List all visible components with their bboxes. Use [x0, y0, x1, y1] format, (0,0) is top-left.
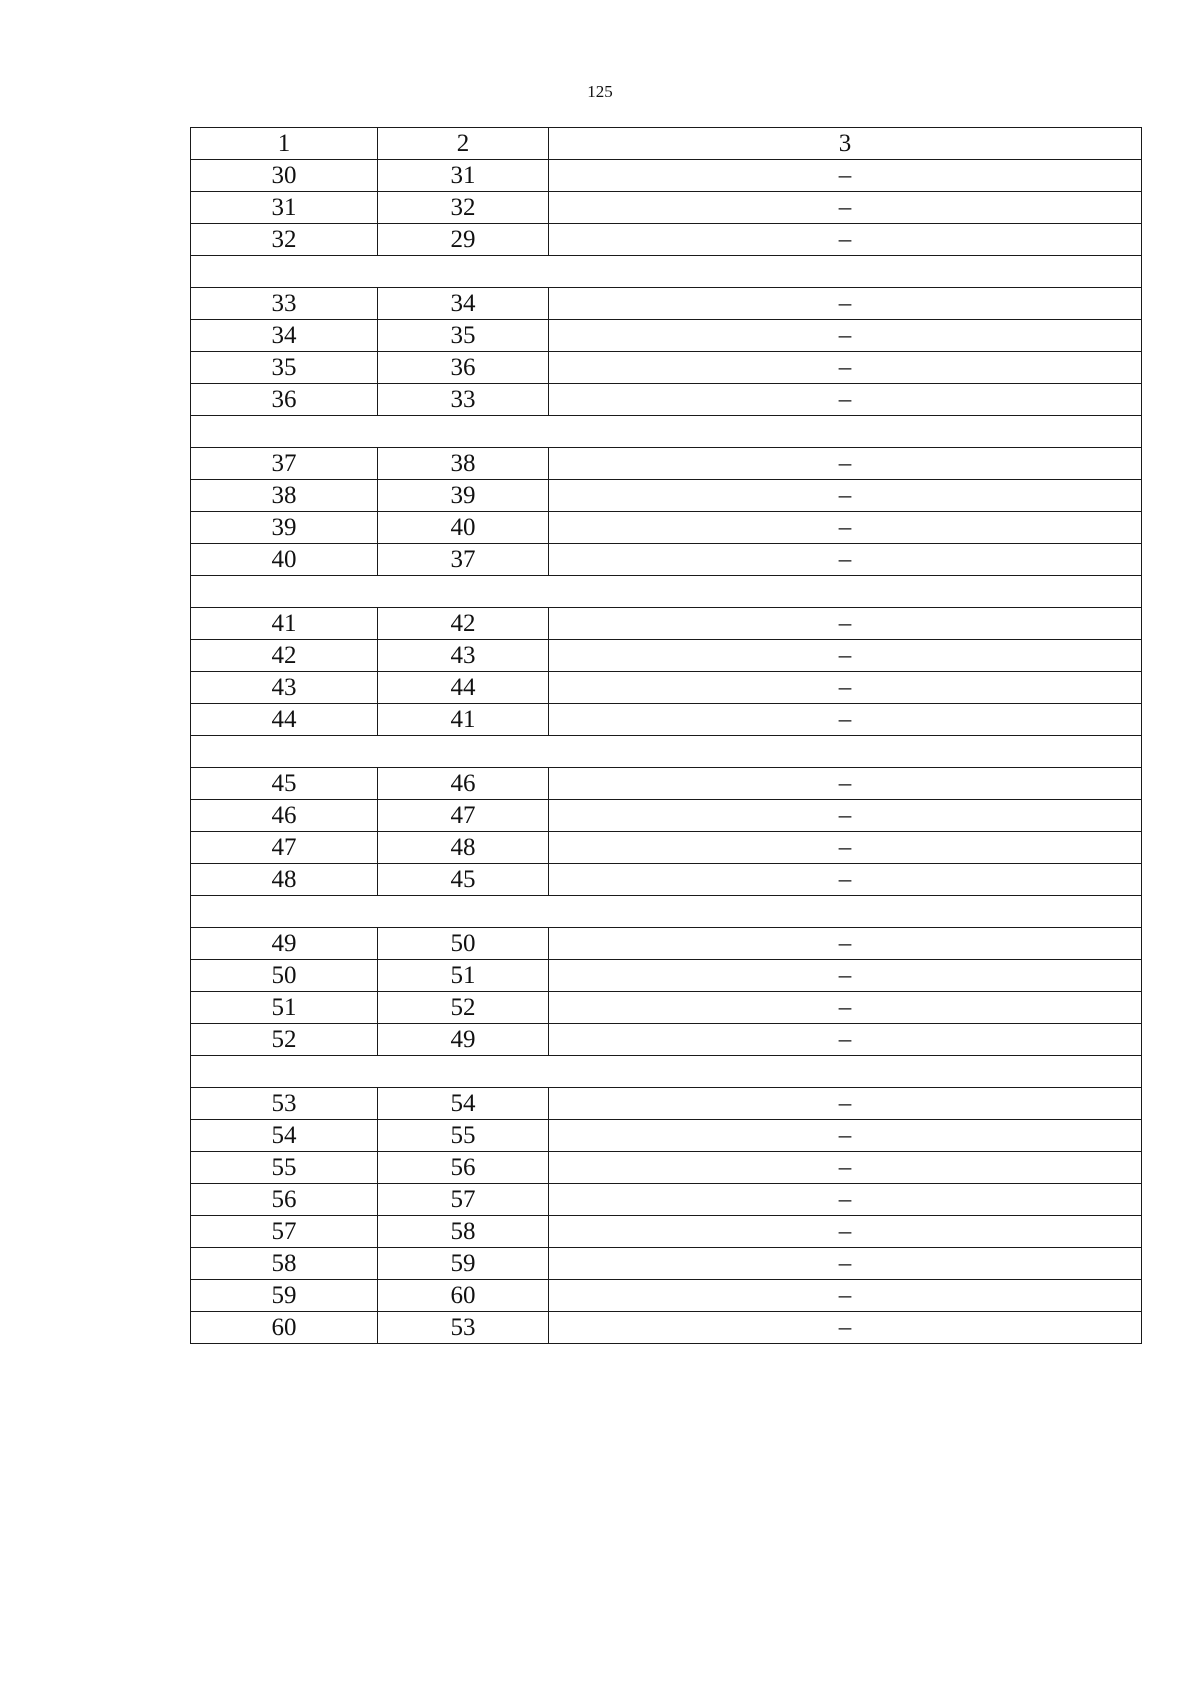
table-cell-col3: – — [549, 768, 1142, 800]
table-cell-col3: – — [549, 1088, 1142, 1120]
table-row — [191, 640, 1142, 672]
table-row — [191, 352, 1142, 384]
table-cell-col3: – — [549, 1216, 1142, 1248]
table-cell-col3: – — [549, 992, 1142, 1024]
table-cell-col1: 32 — [191, 224, 378, 256]
table-cell-col2: 55 — [378, 1120, 549, 1152]
table-cell-col2: 42 — [378, 608, 549, 640]
table-cell-col3: – — [549, 320, 1142, 352]
table-cell-col2: 56 — [378, 1152, 549, 1184]
table-row — [191, 160, 1142, 192]
table-cell-col3: – — [549, 448, 1142, 480]
table-cell-col2: 52 — [378, 992, 549, 1024]
table-cell-col3: – — [549, 160, 1142, 192]
table-cell-col3: – — [549, 1280, 1142, 1312]
group-separator-row — [191, 1056, 1142, 1088]
table-cell-col2: 53 — [378, 1312, 549, 1344]
table-cell-col3: – — [549, 608, 1142, 640]
table-cell-col1: 60 — [191, 1312, 378, 1344]
table-row — [191, 864, 1142, 896]
table-cell-col2: 46 — [378, 768, 549, 800]
table-cell-col1: 44 — [191, 704, 378, 736]
table-cell-col3: – — [549, 1184, 1142, 1216]
table-cell-col1: 55 — [191, 1152, 378, 1184]
table-cell-col1: 34 — [191, 320, 378, 352]
table-cell-col2: 43 — [378, 640, 549, 672]
table-cell-col1: 41 — [191, 608, 378, 640]
table-cell-col2: 51 — [378, 960, 549, 992]
group-separator-cell — [191, 896, 1142, 928]
table-cell-col1: 59 — [191, 1280, 378, 1312]
data-table — [190, 127, 1142, 1344]
table-cell-col1: 37 — [191, 448, 378, 480]
table-cell-col1: 36 — [191, 384, 378, 416]
table-cell-col2: 33 — [378, 384, 549, 416]
table-row — [191, 1088, 1142, 1120]
table-cell-col2: 50 — [378, 928, 549, 960]
table-cell-col1: 48 — [191, 864, 378, 896]
table-cell-col2: 36 — [378, 352, 549, 384]
table-cell-col2: 32 — [378, 192, 549, 224]
table-cell-col2: 39 — [378, 480, 549, 512]
table-row — [191, 832, 1142, 864]
table-cell-col1: 58 — [191, 1248, 378, 1280]
table-cell-col3: – — [549, 480, 1142, 512]
table-row — [191, 1184, 1142, 1216]
table-cell-col3: – — [549, 960, 1142, 992]
header-cell-col3: 3 — [549, 128, 1142, 160]
table-cell-col1: 45 — [191, 768, 378, 800]
table-cell-col2: 45 — [378, 864, 549, 896]
table-cell-col2: 31 — [378, 160, 549, 192]
table-cell-col1: 42 — [191, 640, 378, 672]
table-cell-col1: 51 — [191, 992, 378, 1024]
table-cell-col1: 38 — [191, 480, 378, 512]
page-number: 125 — [587, 82, 613, 101]
table-row — [191, 1248, 1142, 1280]
table-cell-col1: 54 — [191, 1120, 378, 1152]
table-cell-col3: – — [549, 384, 1142, 416]
table-row — [191, 480, 1142, 512]
table-cell-col1: 33 — [191, 288, 378, 320]
group-separator-cell — [191, 416, 1142, 448]
table-row — [191, 1312, 1142, 1344]
table-cell-col1: 35 — [191, 352, 378, 384]
table-cell-col1: 56 — [191, 1184, 378, 1216]
table-row — [191, 384, 1142, 416]
table-row — [191, 448, 1142, 480]
table-cell-col2: 49 — [378, 1024, 549, 1056]
table-cell-col3: – — [549, 864, 1142, 896]
table-cell-col3: – — [549, 832, 1142, 864]
table-cell-col1: 46 — [191, 800, 378, 832]
table-cell-col2: 58 — [378, 1216, 549, 1248]
table-cell-col1: 47 — [191, 832, 378, 864]
table-cell-col2: 48 — [378, 832, 549, 864]
table-row — [191, 960, 1142, 992]
table-cell-col2: 29 — [378, 224, 549, 256]
table-cell-col3: – — [549, 352, 1142, 384]
table-cell-col2: 60 — [378, 1280, 549, 1312]
table-cell-col3: – — [549, 1024, 1142, 1056]
table-cell-col1: 40 — [191, 544, 378, 576]
table-cell-col3: – — [549, 1248, 1142, 1280]
table-row — [191, 608, 1142, 640]
table-row — [191, 800, 1142, 832]
table-row — [191, 1024, 1142, 1056]
group-separator-row — [191, 736, 1142, 768]
table-cell-col1: 52 — [191, 1024, 378, 1056]
table-cell-col3: – — [549, 512, 1142, 544]
table-cell-col2: 40 — [378, 512, 549, 544]
table-cell-col3: – — [549, 704, 1142, 736]
table-row — [191, 512, 1142, 544]
table-cell-col2: 47 — [378, 800, 549, 832]
table-row — [191, 1120, 1142, 1152]
header-cell-col2: 2 — [378, 128, 549, 160]
group-separator-cell — [191, 576, 1142, 608]
table-cell-col2: 59 — [378, 1248, 549, 1280]
table-cell-col3: – — [549, 544, 1142, 576]
table-cell-col3: – — [549, 1120, 1142, 1152]
table-row — [191, 288, 1142, 320]
table-row — [191, 224, 1142, 256]
table-row — [191, 192, 1142, 224]
table-row — [191, 992, 1142, 1024]
group-separator-row — [191, 576, 1142, 608]
table-cell-col1: 31 — [191, 192, 378, 224]
table-cell-col1: 49 — [191, 928, 378, 960]
table-cell-col3: – — [549, 224, 1142, 256]
table-cell-col3: – — [549, 800, 1142, 832]
table-cell-col1: 57 — [191, 1216, 378, 1248]
table-cell-col3: – — [549, 288, 1142, 320]
table-cell-col3: – — [549, 672, 1142, 704]
table-row — [191, 1152, 1142, 1184]
table-row — [191, 320, 1142, 352]
group-separator-row — [191, 416, 1142, 448]
table-row — [191, 928, 1142, 960]
group-separator-cell — [191, 1056, 1142, 1088]
table-row — [191, 672, 1142, 704]
table-cell-col2: 37 — [378, 544, 549, 576]
table-cell-col1: 50 — [191, 960, 378, 992]
table-cell-col3: – — [549, 640, 1142, 672]
table-row — [191, 1216, 1142, 1248]
table-body — [191, 160, 1142, 1344]
table-row — [191, 1280, 1142, 1312]
table-cell-col2: 38 — [378, 448, 549, 480]
group-separator-cell — [191, 256, 1142, 288]
table-cell-col2: 35 — [378, 320, 549, 352]
table-row — [191, 768, 1142, 800]
group-separator-cell — [191, 736, 1142, 768]
header-row — [191, 128, 1142, 160]
table-cell-col1: 39 — [191, 512, 378, 544]
group-separator-row — [191, 256, 1142, 288]
header-cell-col1: 1 — [191, 128, 378, 160]
table-cell-col1: 53 — [191, 1088, 378, 1120]
table-cell-col2: 41 — [378, 704, 549, 736]
table-header — [191, 128, 1142, 160]
table-cell-col1: 43 — [191, 672, 378, 704]
group-separator-row — [191, 896, 1142, 928]
table-cell-col3: – — [549, 928, 1142, 960]
table-cell-col2: 44 — [378, 672, 549, 704]
table-cell-col2: 34 — [378, 288, 549, 320]
table-row — [191, 544, 1142, 576]
table-row — [191, 704, 1142, 736]
table-cell-col3: – — [549, 192, 1142, 224]
table-cell-col2: 54 — [378, 1088, 549, 1120]
table-cell-col2: 57 — [378, 1184, 549, 1216]
table-cell-col1: 30 — [191, 160, 378, 192]
table-cell-col3: – — [549, 1152, 1142, 1184]
table-cell-col3: – — [549, 1312, 1142, 1344]
